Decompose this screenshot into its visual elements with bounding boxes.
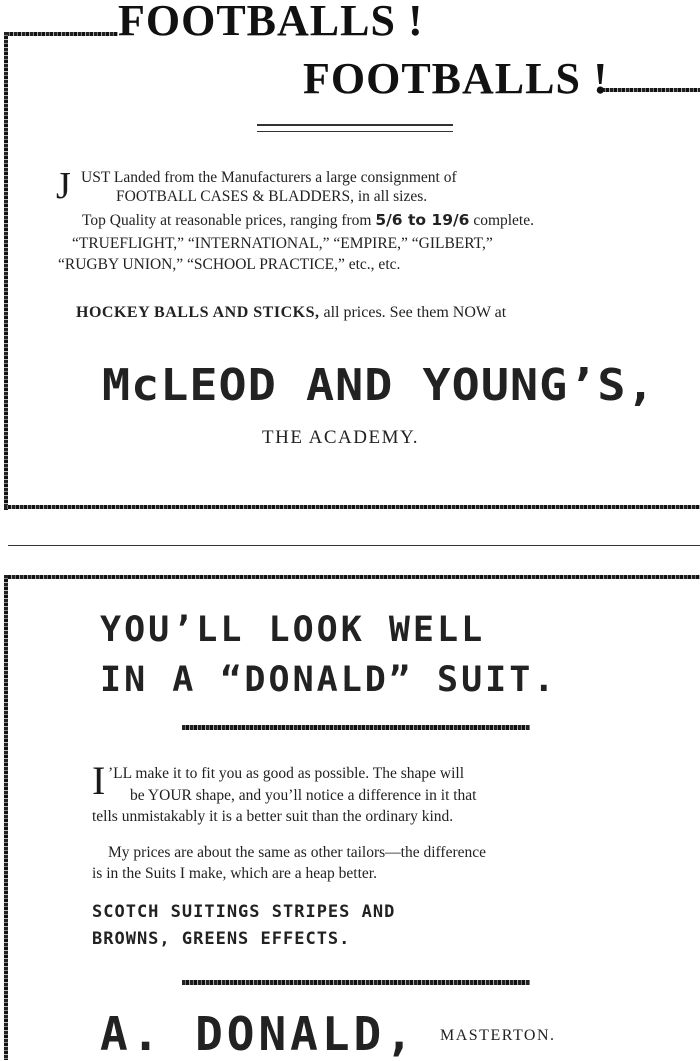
- ad2-para1-line2: be YOUR shape, and you’ll notice a difference in it that: [130, 787, 477, 804]
- ad1-hockey-bold: HOCKEY BALLS AND STICKS,: [76, 304, 320, 321]
- ad2-tailor-name: A. DONALD,: [100, 1007, 417, 1061]
- ad1-store-name: McLEOD AND YOUNG’S,: [102, 360, 656, 411]
- ad2-para2-line2: is in the Suits I make, which are a heap better.: [92, 865, 377, 882]
- ad1-dropcap: J: [56, 165, 71, 207]
- ad1-para1-line1: UST Landed from the Manufacturers a large consignment of: [81, 169, 457, 186]
- ad2-ornament-rule-1: [182, 725, 530, 730]
- ad2-left-border: [4, 575, 8, 1060]
- ad1-para2-text: Top Quality at reasonable prices, ranging from: [82, 212, 376, 229]
- ad1-hockey-rest: all prices. See them NOW at: [319, 304, 507, 321]
- ad1-ornament-rule: [257, 124, 453, 126]
- ad1-bottom-border: [4, 505, 700, 509]
- ad1-hockey-line: [76, 303, 506, 322]
- ad1-brands-line2: “RUGBY UNION,” “SCHOOL PRACTICE,” etc., etc.: [58, 256, 401, 273]
- ad1-para2-end: complete.: [469, 212, 534, 229]
- ad1-para2: [82, 211, 534, 230]
- ad2-headline-1: YOU’LL LOOK WELL: [100, 610, 486, 650]
- ad1-right-border-top: [602, 88, 700, 92]
- ad1-headline-1: FOOTBALLS !: [118, 0, 424, 45]
- ad2-suitings-line2: BROWNS, GREENS EFFECTS.: [92, 929, 351, 949]
- ad2-headline-2: IN A “DONALD” SUIT.: [100, 660, 558, 700]
- ad1-left-border: [4, 32, 8, 510]
- ad1-ornament-rule-2: [257, 131, 453, 132]
- ad2-suitings-line1: SCOTCH SUITINGS STRIPES AND: [92, 902, 396, 922]
- column-divider: [8, 545, 700, 546]
- ad1-para1-line2: FOOTBALL CASES & BLADDERS, in all sizes.: [116, 188, 428, 205]
- ad1-headline-2: FOOTBALLS !: [303, 54, 609, 103]
- ad1-store-location: THE ACADEMY.: [262, 427, 419, 448]
- ad2-dropcap: I: [92, 758, 106, 803]
- ad2-para1-line1: ’LL make it to fit you as good as possible. The shape will: [108, 765, 465, 782]
- ad2-top-border: [4, 575, 700, 579]
- ad2-para1-line3: tells unmistakably it is a better suit than the ordinary kind.: [92, 808, 454, 825]
- ad1-top-border-left: [6, 32, 118, 36]
- ad2-ornament-rule-2: [182, 980, 530, 985]
- ad2-para2-line1: My prices are about the same as other tailors—the difference: [108, 844, 487, 861]
- ad2-tailor-town: MASTERTON.: [440, 1027, 556, 1044]
- ad1-price-range: 5/6 to 19/6: [375, 211, 470, 229]
- ad1-brands-line1: “TRUEFLIGHT,” “INTERNATIONAL,” “EMPIRE,” “GILBERT,”: [72, 235, 493, 252]
